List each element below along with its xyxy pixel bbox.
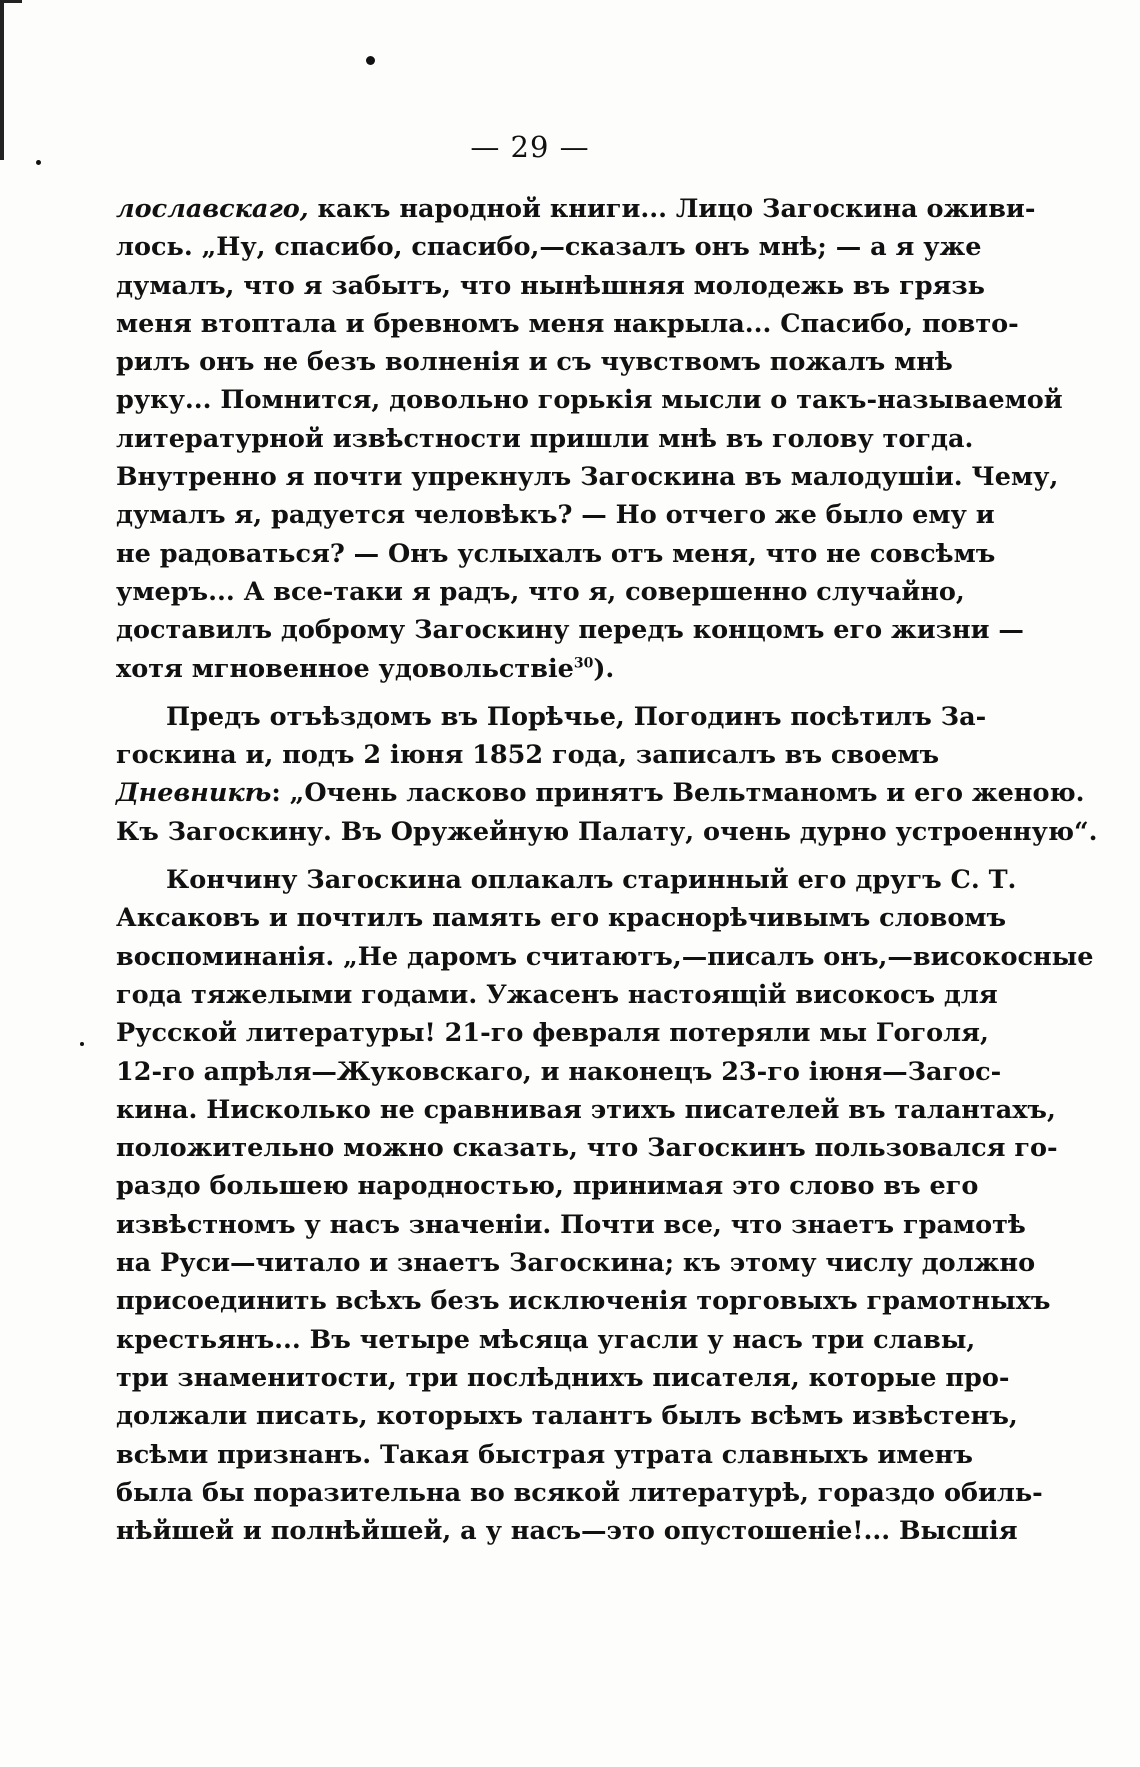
text-line: думалъ я, радуется человѣкъ? — Но отчего же было ему и — [116, 500, 995, 531]
text-line: не радоваться? — Онъ услыхалъ отъ меня, что не совсѣмъ — [116, 538, 996, 569]
text-line: положительно можно сказать, что Загоскинъ пользовался го- — [116, 1133, 1058, 1164]
text-line: нѣйшей и полнѣйшей, а у насъ—это опустошеніе!... Высшія — [116, 1516, 1018, 1547]
text-line: Предъ отъѣздомъ въ Порѣчье, Погодинъ посѣтилъ За- — [166, 701, 987, 732]
paragraph — [116, 698, 1098, 851]
text-line: на Руси—читало и знаетъ Загоскина; къ этому числу должно — [116, 1248, 1036, 1279]
text-line: лославскаго, какъ народной книги... Лицо Загоскина оживи- — [116, 194, 1036, 224]
text-line: лось. „Ну, спасибо, спасибо,—сказалъ онъ мнѣ; — а я уже — [116, 232, 982, 263]
paragraph-gap — [116, 688, 936, 698]
paragraph — [116, 861, 1094, 1550]
text-line: всѣми признанъ. Такая быстрая утрата славныхъ именъ — [116, 1439, 973, 1470]
paragraph — [116, 190, 1063, 688]
text-line: была бы поразительна во всякой литературѣ, гораздо обиль- — [116, 1477, 1043, 1508]
text-line: кина. Нисколько не сравнивая этихъ писателей въ талантахъ, — [116, 1094, 1056, 1125]
text-line: крестьянъ... Въ четыре мѣсяца угасли у насъ три славы, — [116, 1324, 976, 1355]
ink-speck — [80, 1042, 84, 1046]
text-line: рилъ онъ не безъ волненія и съ чувствомъ пожалъ мнѣ — [116, 347, 953, 378]
text-line: умеръ... А все-таки я радъ, что я, совершенно случайно, — [116, 576, 965, 607]
text-line: Къ Загоскину. Въ Оружейную Палату, очень дурно устроенную“. — [116, 816, 1098, 847]
text-line: хотя мгновенное удовольствіе$^{30}$). — [116, 653, 615, 684]
body-text — [116, 190, 1098, 1550]
page-number: — 29 — — [470, 130, 590, 164]
text-line: воспоминанія. „Не даромъ считаютъ,—писалъ онъ,—високосные — [116, 941, 1094, 972]
text-line: Дневникѣ: „Очень ласково принятъ Вельтманомъ и его женою. — [116, 778, 1085, 809]
text-line: должали писать, которыхъ талантъ былъ всѣмъ извѣстенъ, — [116, 1401, 1018, 1432]
text-line: извѣстномъ у насъ значеніи. Почти все, что знаетъ грамотѣ — [116, 1209, 1026, 1240]
text-line: раздо большею народностью, принимая это слово въ его — [116, 1171, 979, 1202]
footnote-ref: 30 — [573, 655, 594, 672]
text-line: меня втоптала и бревномъ меня накрыла... Спасибо, повто- — [116, 308, 1019, 339]
text-line: Аксаковъ и почтилъ память его краснорѣчивымъ словомъ — [116, 903, 1007, 934]
text-line: Русской литературы! 21-го февраля потеряли мы Гоголя, — [116, 1018, 989, 1049]
text-line: Внутренно я почти упрекнулъ Загоскина въ малодушіи. Чему, — [116, 462, 1059, 493]
text-line: года тяжелыми годами. Ужасенъ настоящій високосъ для — [116, 979, 998, 1010]
text-line: литературной извѣстности пришли мнѣ въ голову тогда. — [116, 423, 974, 454]
text-line: доставилъ доброму Загоскину передъ концомъ его жизни — — [116, 615, 1024, 646]
text-line: госкина и, подъ 2 іюня 1852 года, записалъ въ своемъ — [116, 740, 940, 771]
text-line: присоединить всѣхъ безъ исключенія торговыхъ грамотныхъ — [116, 1286, 1051, 1317]
text-line: думалъ, что я забытъ, что нынѣшняя молодежь въ грязь — [116, 270, 985, 301]
scan-edge-mark-top — [0, 0, 22, 3]
ink-speck — [366, 56, 375, 65]
text-line: 12-го апрѣля—Жуковскаго, и наконецъ 23-го іюня—Загос- — [116, 1056, 1002, 1087]
text-line: Кончину Загоскина оплакалъ старинный его другъ С. Т. — [166, 865, 1017, 896]
paragraph-gap — [116, 851, 936, 861]
text-line: три знаменитости, три послѣднихъ писателя, которые про- — [116, 1362, 1010, 1393]
text-line: руку... Помнится, довольно горькія мысли о такъ-называемой — [116, 385, 1063, 416]
